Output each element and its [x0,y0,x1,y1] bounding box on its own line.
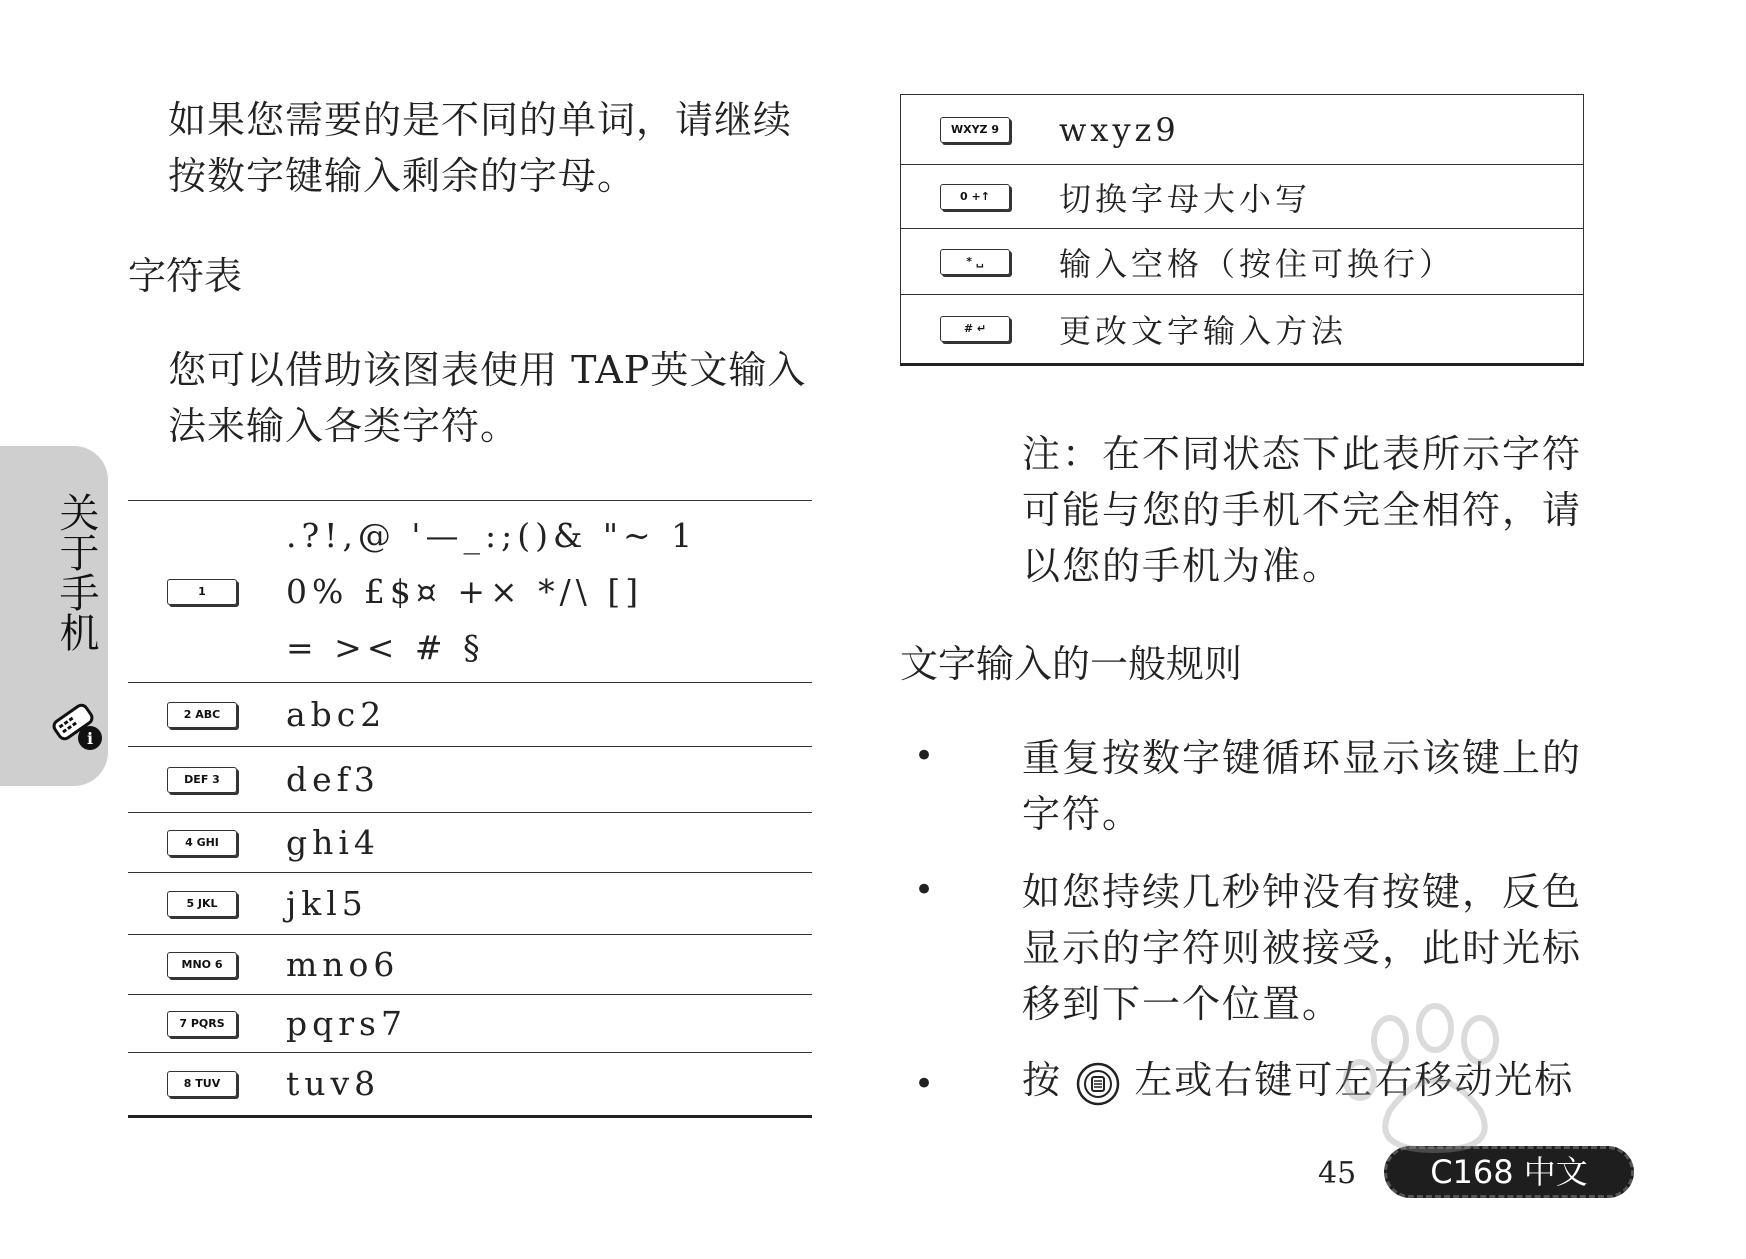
function-description: 更改文字输入方法 [1049,295,1584,365]
table-row [128,1053,812,1117]
side-tab-label: 关于手机 [53,492,99,652]
key-cell [128,683,276,747]
bullet-2-line-2: 显示的字符则被接受，此时光标 [1022,926,1583,970]
key-cell [128,501,276,683]
chars-line: tuv8 [286,1064,381,1103]
chars-line: abc2 [286,694,387,734]
intro-line-2: 按数字键输入剩余的字母。 [168,154,637,198]
bullet-1 [1022,730,1582,842]
note-paragraph [1022,426,1582,594]
keypad-key-icon: DEF 3 [167,767,237,793]
table-row [128,501,812,683]
section-heading-rules: 文字输入的一般规则 [900,642,1243,686]
chars-line: ghi4 [286,822,380,862]
bullet-3-dot: • [914,1064,935,1104]
bullet-2-dot: • [914,870,935,910]
chars-line: pqrs7 [286,1003,407,1043]
bullet-3 [1022,1052,1574,1108]
keypad-key-icon: 5 JKL [167,891,237,917]
key-cell [901,95,1050,165]
key-cell [128,747,276,813]
phone-info-icon [50,698,106,754]
key-cell [901,229,1050,295]
key-cell [128,995,276,1053]
brand-label: C168 中文 [1430,1153,1588,1191]
keypad-key-icon: 0 +↑ [940,184,1010,210]
desc-line-1: 您可以借助该图表使用 TAP英文输入 [168,348,807,392]
desc-line-2: 法来输入各类字符。 [168,404,520,448]
key-cell [128,1053,276,1117]
table-row [128,813,812,873]
table-row [128,683,812,747]
chars-cell [276,501,812,683]
table-row [128,747,812,813]
nav-key-icon [1076,1062,1120,1106]
chars-cell [276,683,812,747]
function-description: wxyz9 [1049,95,1584,165]
side-tab[interactable] [0,446,108,786]
chars-cell [276,935,812,995]
key-cell [901,295,1050,365]
keypad-key-icon: 8 TUV [167,1071,237,1097]
key-cell [901,165,1050,229]
bullet-2 [1022,864,1582,1032]
keypad-key-icon: 7 PQRS [167,1011,237,1037]
keypad-key-icon: 4 GHI [167,830,237,856]
section-heading-char-table: 字符表 [128,254,243,298]
desc-paragraph [168,342,806,454]
note-line-1: 注：在不同状态下此表所示字符 [1022,432,1583,476]
table-row [128,935,812,995]
bullet-3-pre: 按 [1022,1058,1063,1102]
function-description: 输入空格（按住可换行） [1049,229,1584,295]
chars-line: jkl5 [286,883,368,923]
chars-line: .?!,@ '—_:;()& "~ 1 [286,515,698,555]
function-description: 切换字母大小写 [1049,165,1584,229]
intro-paragraph [168,92,792,204]
note-line-2: 可能与您的手机不完全相符，请 [1022,488,1583,532]
right-character-table [900,94,1584,366]
bullet-1-line-2: 字符。 [1022,792,1143,836]
intro-line-1: 如果您需要的是不同的单词，请继续 [168,98,793,142]
page-number: 45 [1318,1156,1357,1191]
left-character-table [128,500,812,1118]
key-cell [128,813,276,873]
bullet-3-post: 左或右键可左右移动光标 [1134,1058,1575,1102]
chars-line: 0% £$¤ +× */\ [] [286,571,644,611]
table-row [901,229,1584,295]
bullet-2-line-3: 移到下一个位置。 [1022,982,1343,1026]
svg-text:i: i [86,729,94,748]
keypad-key-icon: # ↵ [940,316,1010,342]
bullet-2-line-1: 如您持续几秒钟没有按键，反色 [1022,870,1583,914]
chars-line: mno6 [286,944,400,984]
keypad-key-icon: MNO 6 [167,952,237,978]
keypad-key-icon: 1 [167,579,237,605]
chars-cell [276,995,812,1053]
note-line-3: 以您的手机为准。 [1022,544,1343,588]
table-row [901,165,1584,229]
bullet-1-dot: • [914,736,935,776]
keypad-key-icon: WXYZ 9 [940,117,1010,143]
key-cell [128,873,276,935]
chars-line: = >< # § [286,627,485,667]
table-row [128,995,812,1053]
key-cell [128,935,276,995]
chars-cell [276,813,812,873]
chars-cell [276,1053,812,1117]
keypad-key-icon: * ␣ [940,249,1010,275]
bullet-1-line-1: 重复按数字键循环显示该键上的 [1022,736,1583,780]
keypad-key-icon: 2 ABC [167,702,237,728]
brand-badge [1384,1146,1634,1198]
table-row [901,295,1584,365]
chars-cell [276,747,812,813]
table-row [901,95,1584,165]
chars-line: def3 [286,759,380,799]
table-row [128,873,812,935]
chars-cell [276,873,812,935]
